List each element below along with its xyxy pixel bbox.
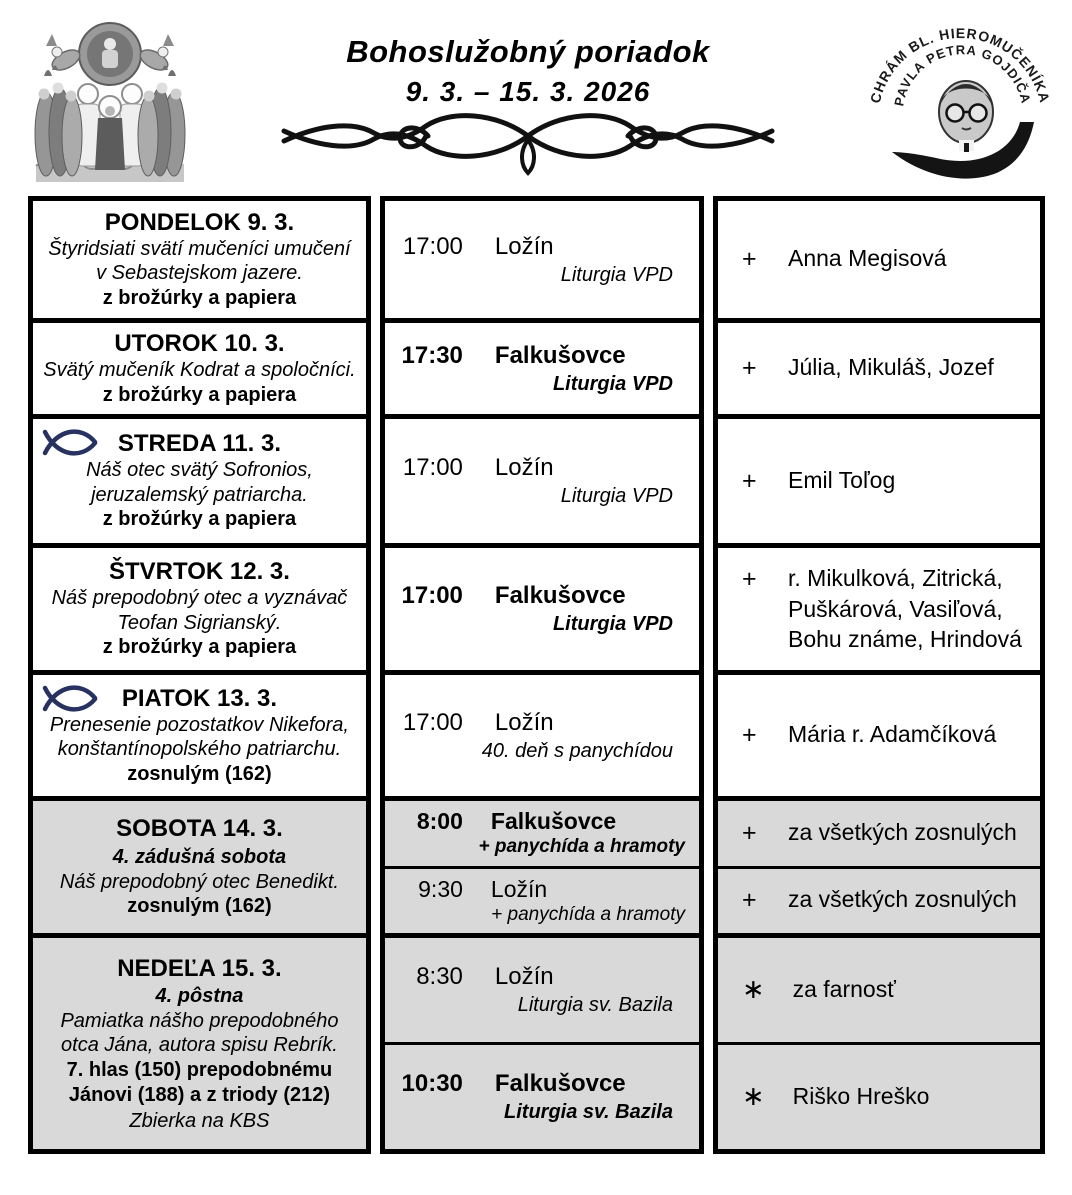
day-cell xyxy=(28,933,371,1154)
intention-line: r. Mikulková, Zitrická, xyxy=(787,565,1003,592)
day-cell-line-day: ŠTVRTOK 12. 3. xyxy=(108,558,290,586)
service-time-place xyxy=(385,808,699,835)
day-cell-line-feast: v Sebastejskom jazere. xyxy=(96,262,303,285)
ascension-icon xyxy=(30,14,190,191)
intention-sub xyxy=(718,419,1040,543)
day-cell-line-note: 7. hlas (150) prepodobnému xyxy=(66,1058,333,1081)
service-time: 10:30 xyxy=(401,1070,463,1097)
ascension-icon-art xyxy=(30,14,190,186)
date-range: 9. 3. – 15. 3. 2026 xyxy=(405,76,651,107)
service-liturgy-detail: Liturgia VPD xyxy=(552,613,673,635)
intention-text xyxy=(793,1081,930,1111)
service-liturgy-detail: Liturgia VPD xyxy=(552,372,673,395)
intention-entry xyxy=(718,884,1040,917)
cross-symbol: + xyxy=(741,886,757,915)
day-cell-line-day: NEDEĽA 15. 3. xyxy=(117,954,282,982)
day-cell-line-day: UTOROK 10. 3. xyxy=(114,329,285,357)
intention-text xyxy=(788,719,996,749)
service-place: Ložín xyxy=(490,875,548,902)
service-time: 8:30 xyxy=(416,963,463,990)
day-cell-line-note: z brožúrky a papiera xyxy=(102,508,297,531)
day-cell-line-feast: Štyridsiati svätí mučeníci umučení xyxy=(48,237,351,260)
day-cell-line-day: SOBOTA 14. 3. xyxy=(116,815,283,843)
service-column xyxy=(380,196,704,1154)
service-time: 9:30 xyxy=(418,875,463,902)
intention-text xyxy=(788,817,1017,847)
intention-line: za farnosť xyxy=(792,976,896,1003)
service-liturgy-detail: + panychída a hramoty xyxy=(478,836,685,858)
day-cell xyxy=(28,414,371,548)
service-liturgy-detail: + panychída a hramoty xyxy=(491,903,685,925)
intention-line: Júlia, Mikuláš, Jozef xyxy=(787,354,994,380)
intention-line: za všetkých zosnulých xyxy=(787,886,1017,913)
service-entry xyxy=(385,938,699,1042)
day-cell-line-feast: Náš prepodobný otec Benedikt. xyxy=(59,870,339,893)
service-time-place xyxy=(385,963,699,991)
day-cell xyxy=(28,196,371,323)
service-place: Falkušovce xyxy=(494,1070,626,1097)
service-entry xyxy=(385,323,699,414)
intention-line: Anna Megisová xyxy=(787,245,947,271)
ichthys-fish-icon xyxy=(41,428,99,458)
intention-entry xyxy=(718,465,1040,498)
service-liturgy-detail: Liturgia sv. Bazila xyxy=(504,1101,673,1123)
intention-cell xyxy=(713,414,1045,548)
day-cell-line-subtitle: 4. pôstna xyxy=(155,984,244,1007)
day-cell xyxy=(28,543,371,675)
intention-entry xyxy=(718,243,1040,276)
stamp-portrait xyxy=(892,81,1034,179)
day-cell-line-note: z brožúrky a papiera xyxy=(102,383,297,406)
day-cell-line-note: z brožúrky a papiera xyxy=(102,636,297,659)
intention-sub xyxy=(718,1042,1040,1149)
day-column xyxy=(28,196,371,1154)
service-time: 17:00 xyxy=(402,454,463,481)
intention-entry xyxy=(718,563,1040,654)
day-cell-line-day: PIATOK 13. 3. xyxy=(121,684,278,712)
service-place: Ložín xyxy=(494,963,554,990)
intention-cell xyxy=(713,670,1045,801)
service-place: Ložín xyxy=(494,232,554,260)
service-time: 17:00 xyxy=(401,582,463,609)
day-cell-line-feast: Náš otec svätý Sofronios, xyxy=(86,459,313,482)
day-cell-line-feast: Zbierka na KBS xyxy=(129,1109,270,1132)
service-time: 17:00 xyxy=(402,708,463,736)
service-place: Falkušovce xyxy=(490,808,617,835)
service-time-place xyxy=(385,876,699,903)
asterisk-symbol: ∗ xyxy=(741,974,765,1005)
fish-icon-wrap xyxy=(41,428,99,463)
intention-line: za všetkých zosnulých xyxy=(787,818,1017,845)
service-time-place xyxy=(385,582,699,610)
intention-entry xyxy=(718,1081,1040,1112)
intention-cell xyxy=(713,933,1045,1154)
service-place: Ložín xyxy=(494,708,554,736)
parish-stamp-art xyxy=(866,10,1054,196)
stamp-arc-text-2: PAVLA PETRA GOJDIČA xyxy=(891,42,1034,108)
service-entry xyxy=(385,419,699,543)
fish-icon-wrap xyxy=(41,684,99,719)
service-time-place xyxy=(385,454,699,482)
intention-cell xyxy=(713,196,1045,323)
day-cell-line-feast: jeruzalemský patriarcha. xyxy=(91,483,308,506)
intention-column xyxy=(713,196,1045,1154)
service-time-place xyxy=(385,1070,699,1098)
intention-sub xyxy=(718,675,1040,796)
intention-entry xyxy=(718,352,1040,385)
service-cell xyxy=(380,414,704,548)
service-entry xyxy=(385,548,699,670)
service-liturgy-detail: 40. deň s panychídou xyxy=(481,739,673,762)
day-cell-line-feast: Teofan Sigrianský. xyxy=(117,611,282,634)
day-cell-line-feast: konštantínopolského patriarchu. xyxy=(57,738,342,761)
intention-cell xyxy=(713,796,1045,938)
service-time-place xyxy=(385,233,699,261)
intention-sub xyxy=(718,801,1040,866)
day-cell xyxy=(28,670,371,801)
day-cell-line-note: z brožúrky a papiera xyxy=(102,286,297,309)
service-cell xyxy=(380,543,704,675)
day-cell xyxy=(28,318,371,419)
intention-text xyxy=(788,884,1017,914)
page-header xyxy=(0,0,1072,196)
service-cell xyxy=(380,318,704,419)
intention-text xyxy=(788,563,1022,654)
day-cell-line-note: Jánovi (188) a z triody (212) xyxy=(68,1084,331,1107)
day-cell-line-day: STREDA 11. 3. xyxy=(117,430,282,458)
cross-symbol: + xyxy=(741,466,757,495)
service-place: Falkušovce xyxy=(494,582,626,609)
intention-line: Emil Toľog xyxy=(787,466,896,493)
flourish-ornament xyxy=(190,110,866,181)
service-time-place xyxy=(385,709,699,737)
day-cell-line-subtitle: 4. zádušná sobota xyxy=(112,845,287,868)
intention-cell xyxy=(713,318,1045,419)
flourish-art xyxy=(268,110,788,176)
service-cell xyxy=(380,796,704,938)
day-cell-line-feast: Svätý mučeník Kodrat a spoločníci. xyxy=(43,359,356,382)
intention-line: Mária r. Adamčíková xyxy=(787,721,997,747)
day-cell-line-note: zosnulým (162) xyxy=(127,762,272,785)
service-cell xyxy=(380,196,704,323)
day-cell xyxy=(28,796,371,938)
service-cell xyxy=(380,670,704,801)
service-liturgy-detail: Liturgia sv. Bazila xyxy=(517,994,673,1016)
service-cell xyxy=(380,933,704,1154)
service-place: Ložín xyxy=(494,454,554,481)
service-liturgy-detail: Liturgia VPD xyxy=(560,485,673,507)
service-time: 8:00 xyxy=(416,808,463,835)
service-liturgy-detail: Liturgia VPD xyxy=(560,263,673,286)
service-entry xyxy=(385,866,699,934)
service-entry xyxy=(385,201,699,318)
intention-line: Riško Hreško xyxy=(792,1083,930,1110)
intention-text xyxy=(793,974,896,1004)
day-cell-line-feast: Prenesenie pozostatkov Nikefora, xyxy=(49,713,349,736)
cross-symbol: + xyxy=(741,721,757,749)
parish-stamp xyxy=(866,10,1054,201)
cross-symbol: + xyxy=(741,354,757,382)
service-time: 17:00 xyxy=(402,232,463,260)
intention-entry xyxy=(718,817,1040,850)
intention-line: Bohu známe, Hrindová xyxy=(787,626,1022,653)
intention-text xyxy=(788,465,895,495)
day-cell-line-note: zosnulým (162) xyxy=(127,895,272,918)
cross-symbol: + xyxy=(741,245,757,273)
stamp-arc-text-1: CHRÁM BL. HIEROMUČENÍKA xyxy=(866,24,1054,105)
service-entry xyxy=(385,1042,699,1149)
day-cell-line-feast: Náš prepodobný otec a vyznávač xyxy=(51,587,348,610)
schedule-table xyxy=(28,196,1045,1154)
intention-text xyxy=(788,352,994,382)
title-block xyxy=(190,0,866,181)
intention-sub xyxy=(718,548,1040,670)
intention-sub xyxy=(718,866,1040,934)
service-entry xyxy=(385,675,699,796)
service-time-place xyxy=(385,342,699,370)
cross-symbol: + xyxy=(741,565,757,594)
cross-symbol: + xyxy=(741,818,757,847)
page-title: Bohoslužobný poriadok xyxy=(346,34,710,69)
intention-text xyxy=(788,243,947,273)
intention-sub xyxy=(718,323,1040,414)
day-cell-line-feast: Pamiatka nášho prepodobného xyxy=(60,1009,339,1032)
service-entry xyxy=(385,801,699,866)
ichthys-fish-icon xyxy=(41,684,99,714)
service-time: 17:30 xyxy=(401,341,463,369)
intention-entry xyxy=(718,719,1040,752)
intention-line: Puškárová, Vasiľová, xyxy=(787,595,1003,622)
service-place: Falkušovce xyxy=(494,341,626,369)
day-cell-line-day: PONDELOK 9. 3. xyxy=(104,208,295,236)
day-cell-line-feast: otca Jána, autora spisu Rebrík. xyxy=(61,1034,338,1057)
intention-entry xyxy=(718,974,1040,1005)
intention-cell xyxy=(713,543,1045,675)
intention-sub xyxy=(718,938,1040,1042)
asterisk-symbol: ∗ xyxy=(741,1081,765,1112)
intention-sub xyxy=(718,201,1040,318)
